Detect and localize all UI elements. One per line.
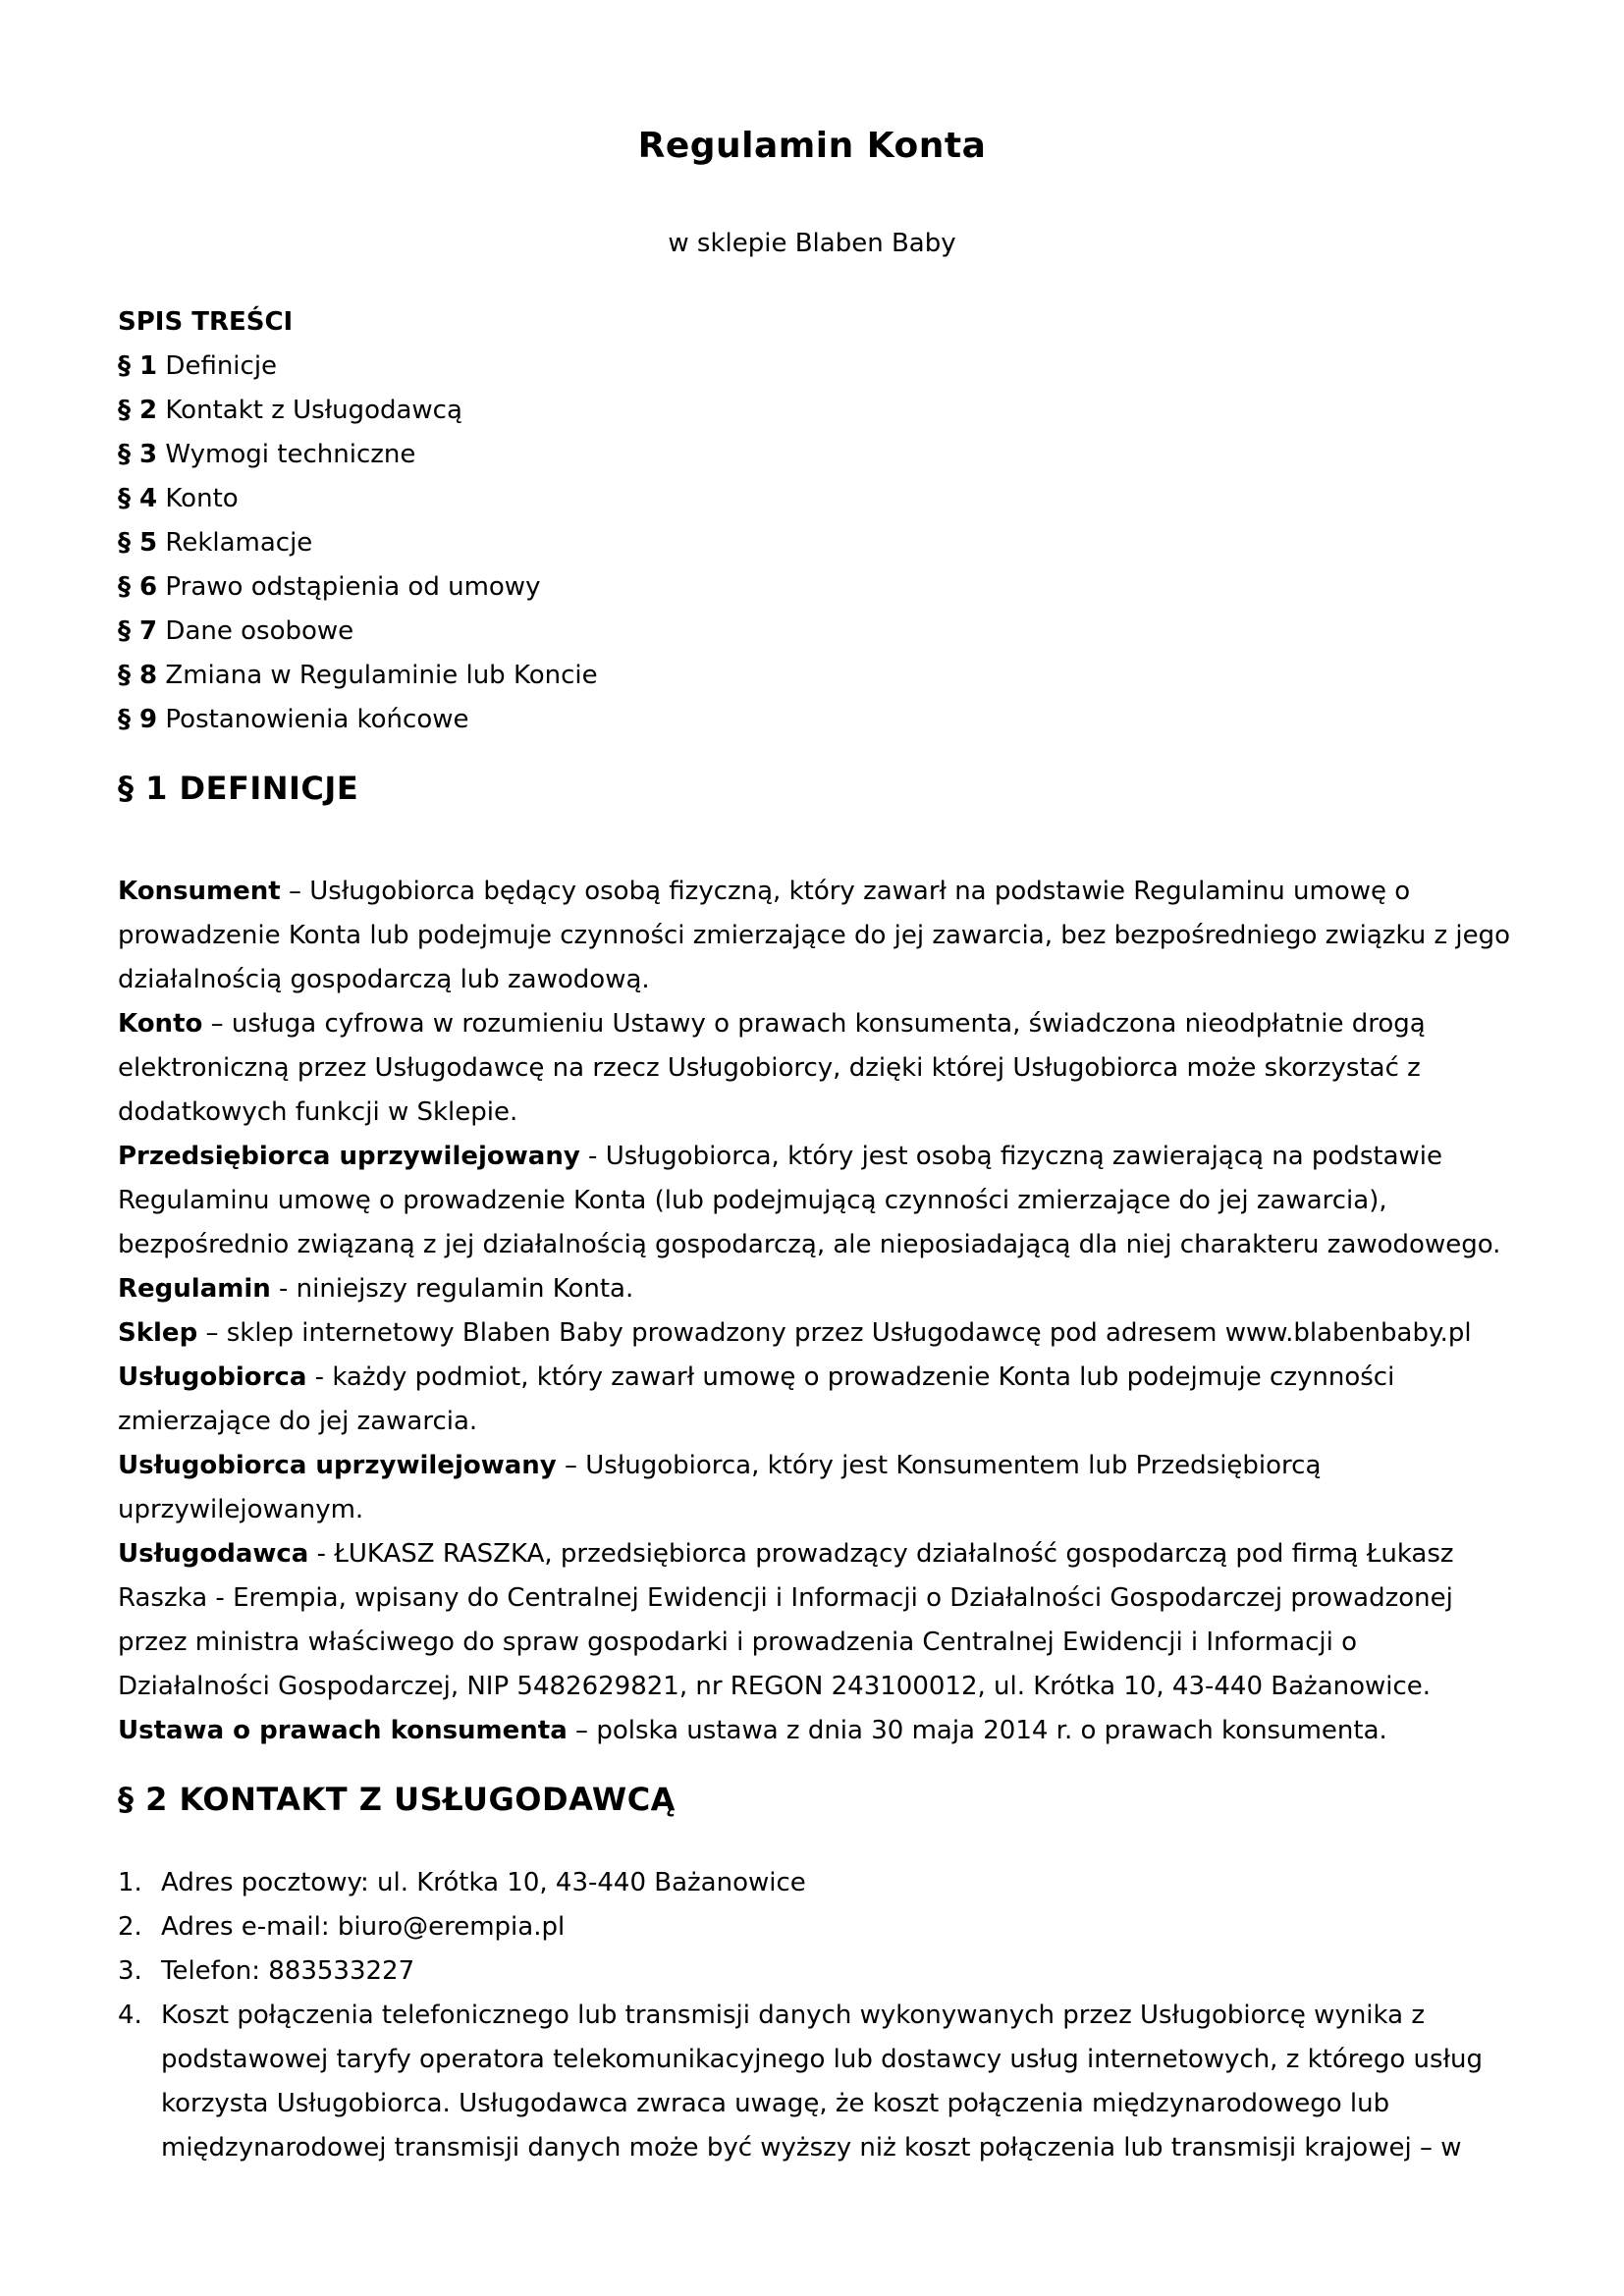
list-item-text: Adres pocztowy: ul. Krótka 10, 43-440 Bażanowice xyxy=(161,1868,806,1897)
definition-term: Sklep xyxy=(118,1318,198,1348)
definition-text: Usługobiorca, który jest osobą fizyczną zawierającą na podstawie Regulaminu umowę o prowadzenie Konta (lub podejmującą czynności zmierzające do jej zawarcia), bezpośrednio związaną z jej działalnością gospodarczą, ale nieposiadającą dla niej charakteru zawodowego. xyxy=(118,1142,1501,1259)
list-item-text: Adres e-mail: biuro@erempia.pl xyxy=(161,1912,566,1942)
definition-text: usługa cyfrowa w rozumieniu Ustawy o prawach konsumenta, świadczona nieodpłatnie drogą elektroniczną przez Usługodawcę na rzecz Usługobiorcy, dzięki której Usługobiorca może skorzystać z dodatkowych funkcji w Sklepie. xyxy=(118,1009,1426,1127)
toc-item-number: § 6 xyxy=(118,572,158,602)
definition-term: Usługodawca xyxy=(118,1539,309,1569)
definition-item xyxy=(118,1444,1512,1532)
toc-item-label: Definicje xyxy=(165,351,278,381)
toc-item xyxy=(118,345,1512,389)
toc-item-label: Prawo odstąpienia od umowy xyxy=(165,572,541,602)
definition-item xyxy=(118,1002,1512,1135)
definition-term: Usługobiorca xyxy=(118,1362,307,1392)
toc-item-label: Postanowienia końcowe xyxy=(165,705,469,734)
toc-item-number: § 4 xyxy=(118,484,158,513)
list-item-number: 3. xyxy=(118,1956,142,1986)
toc-item-label: Reklamacje xyxy=(165,528,313,558)
definition-term: Regulamin xyxy=(118,1274,271,1304)
definition-separator: – xyxy=(567,1716,597,1745)
toc-item-number: § 9 xyxy=(118,705,158,734)
toc-item-number: § 8 xyxy=(118,661,158,690)
document-title: Regulamin Konta xyxy=(637,126,987,166)
definition-separator: – xyxy=(556,1451,586,1480)
list-item xyxy=(118,1994,1512,2170)
definition-term: Przedsiębiorca uprzywilejowany xyxy=(118,1142,580,1171)
toc-item-label: Konto xyxy=(165,484,239,513)
toc-item-number: § 5 xyxy=(118,528,158,558)
definition-item xyxy=(118,870,1512,1002)
contact-list xyxy=(118,1861,1512,2170)
toc-item xyxy=(118,521,1512,565)
list-item-number: 2. xyxy=(118,1912,142,1942)
list-item-text: Telefon: 883533227 xyxy=(161,1956,415,1986)
definition-term: Konto xyxy=(118,1009,203,1039)
definition-item xyxy=(118,1135,1512,1267)
definition-separator: – xyxy=(280,877,310,906)
section-heading-definitions: § 1 DEFINICJE xyxy=(118,770,359,807)
definition-item xyxy=(118,1267,1512,1311)
toc-item-number: § 2 xyxy=(118,396,158,425)
definition-text: sklep internetowy Blaben Baby prowadzony przez Usługodawcę pod adresem www.blabenbaby.pl xyxy=(226,1318,1472,1348)
definition-separator: - xyxy=(579,1142,606,1171)
definition-item xyxy=(118,1709,1512,1753)
list-item-number: 4. xyxy=(118,2001,142,2030)
definition-text: każdy podmiot, który zawarł umowę o prowadzenie Konta lub podejmuje czynności zmierzające do jej zawarcia. xyxy=(118,1362,1395,1436)
definition-term: Ustawa o prawach konsumenta xyxy=(118,1716,568,1745)
definition-separator: - xyxy=(270,1274,297,1304)
toc-item-number: § 7 xyxy=(118,616,158,646)
definition-item xyxy=(118,1532,1512,1709)
definition-text: polska ustawa z dnia 30 maja 2014 r. o prawach konsumenta. xyxy=(596,1716,1387,1745)
document-subtitle: w sklepie Blaben Baby xyxy=(668,229,956,258)
definition-term: Konsument xyxy=(118,877,281,906)
list-item-text: Koszt połączenia telefonicznego lub transmisji danych wykonywanych przez Usługobiorcę wynika z podstawowej taryfy operatora telekomunikacyjnego lub dostawcy usług internetowych, z którego usług korzysta Usługobiorca. Usługodawca zwraca uwagę, że koszt połączenia międzynarodowego lub międzynarodowej transmisji danych może być wyższy niż koszt połączenia lub transmisji krajowej – w xyxy=(161,2001,1483,2163)
definition-text: niniejszy regulamin Konta. xyxy=(296,1274,634,1304)
definition-term: Usługobiorca uprzywilejowany xyxy=(118,1451,557,1480)
table-of-contents xyxy=(118,300,1512,742)
toc-item xyxy=(118,477,1512,521)
toc-item xyxy=(118,698,1512,742)
definition-separator: - xyxy=(306,1362,333,1392)
definition-text: Usługobiorca będący osobą fizyczną, który zawarł na podstawie Regulaminu umowę o prowadzenie Konta lub podejmuje czynności zmierzające do jej zawarcia, bez bezpośredniego związku z jego działalnością gospodarczą lub zawodową. xyxy=(118,877,1510,994)
toc-item-number: § 3 xyxy=(118,440,158,469)
toc-item-number: § 1 xyxy=(118,351,158,381)
list-item xyxy=(118,1861,1512,1905)
list-item xyxy=(118,1949,1512,1994)
toc-item-label: Zmiana w Regulaminie lub Koncie xyxy=(165,661,598,690)
list-item-number: 1. xyxy=(118,1868,142,1897)
definition-item xyxy=(118,1356,1512,1444)
definition-separator: - xyxy=(308,1539,335,1569)
toc-heading: SPIS TREŚCI xyxy=(118,307,294,337)
toc-item xyxy=(118,389,1512,433)
definitions-list xyxy=(118,870,1512,1753)
section-heading-contact: § 2 KONTAKT Z USŁUGODAWCĄ xyxy=(118,1781,676,1818)
toc-item-label: Kontakt z Usługodawcą xyxy=(165,396,462,425)
definition-separator: – xyxy=(197,1318,227,1348)
toc-item xyxy=(118,565,1512,610)
definition-text: Usługobiorca, który jest Konsumentem lub Przedsiębiorcą uprzywilejowanym. xyxy=(118,1451,1322,1524)
toc-item-label: Wymogi techniczne xyxy=(165,440,416,469)
definition-text: ŁUKASZ RASZKA, przedsiębiorca prowadzący działalność gospodarczą pod firmą Łukasz Raszka - Erempia, wpisany do Centralnej Ewidencji i Informacji o Działalności Gospodarczej prowadzonej przez ministra właściwego do spraw gospodarki i prowadzenia Centralnej Ewidencji i Informacji o Działalności Gospodarczej, NIP 5482629821, nr REGON 243100012, ul. Krótka 10, 43-440 Bażanowice. xyxy=(118,1539,1454,1701)
toc-item xyxy=(118,654,1512,698)
document-content xyxy=(118,300,1512,2170)
toc-item xyxy=(118,610,1512,654)
toc-item-label: Dane osobowe xyxy=(165,616,354,646)
definition-separator: – xyxy=(202,1009,232,1039)
toc-item xyxy=(118,433,1512,477)
definition-item xyxy=(118,1311,1512,1356)
list-item xyxy=(118,1905,1512,1949)
